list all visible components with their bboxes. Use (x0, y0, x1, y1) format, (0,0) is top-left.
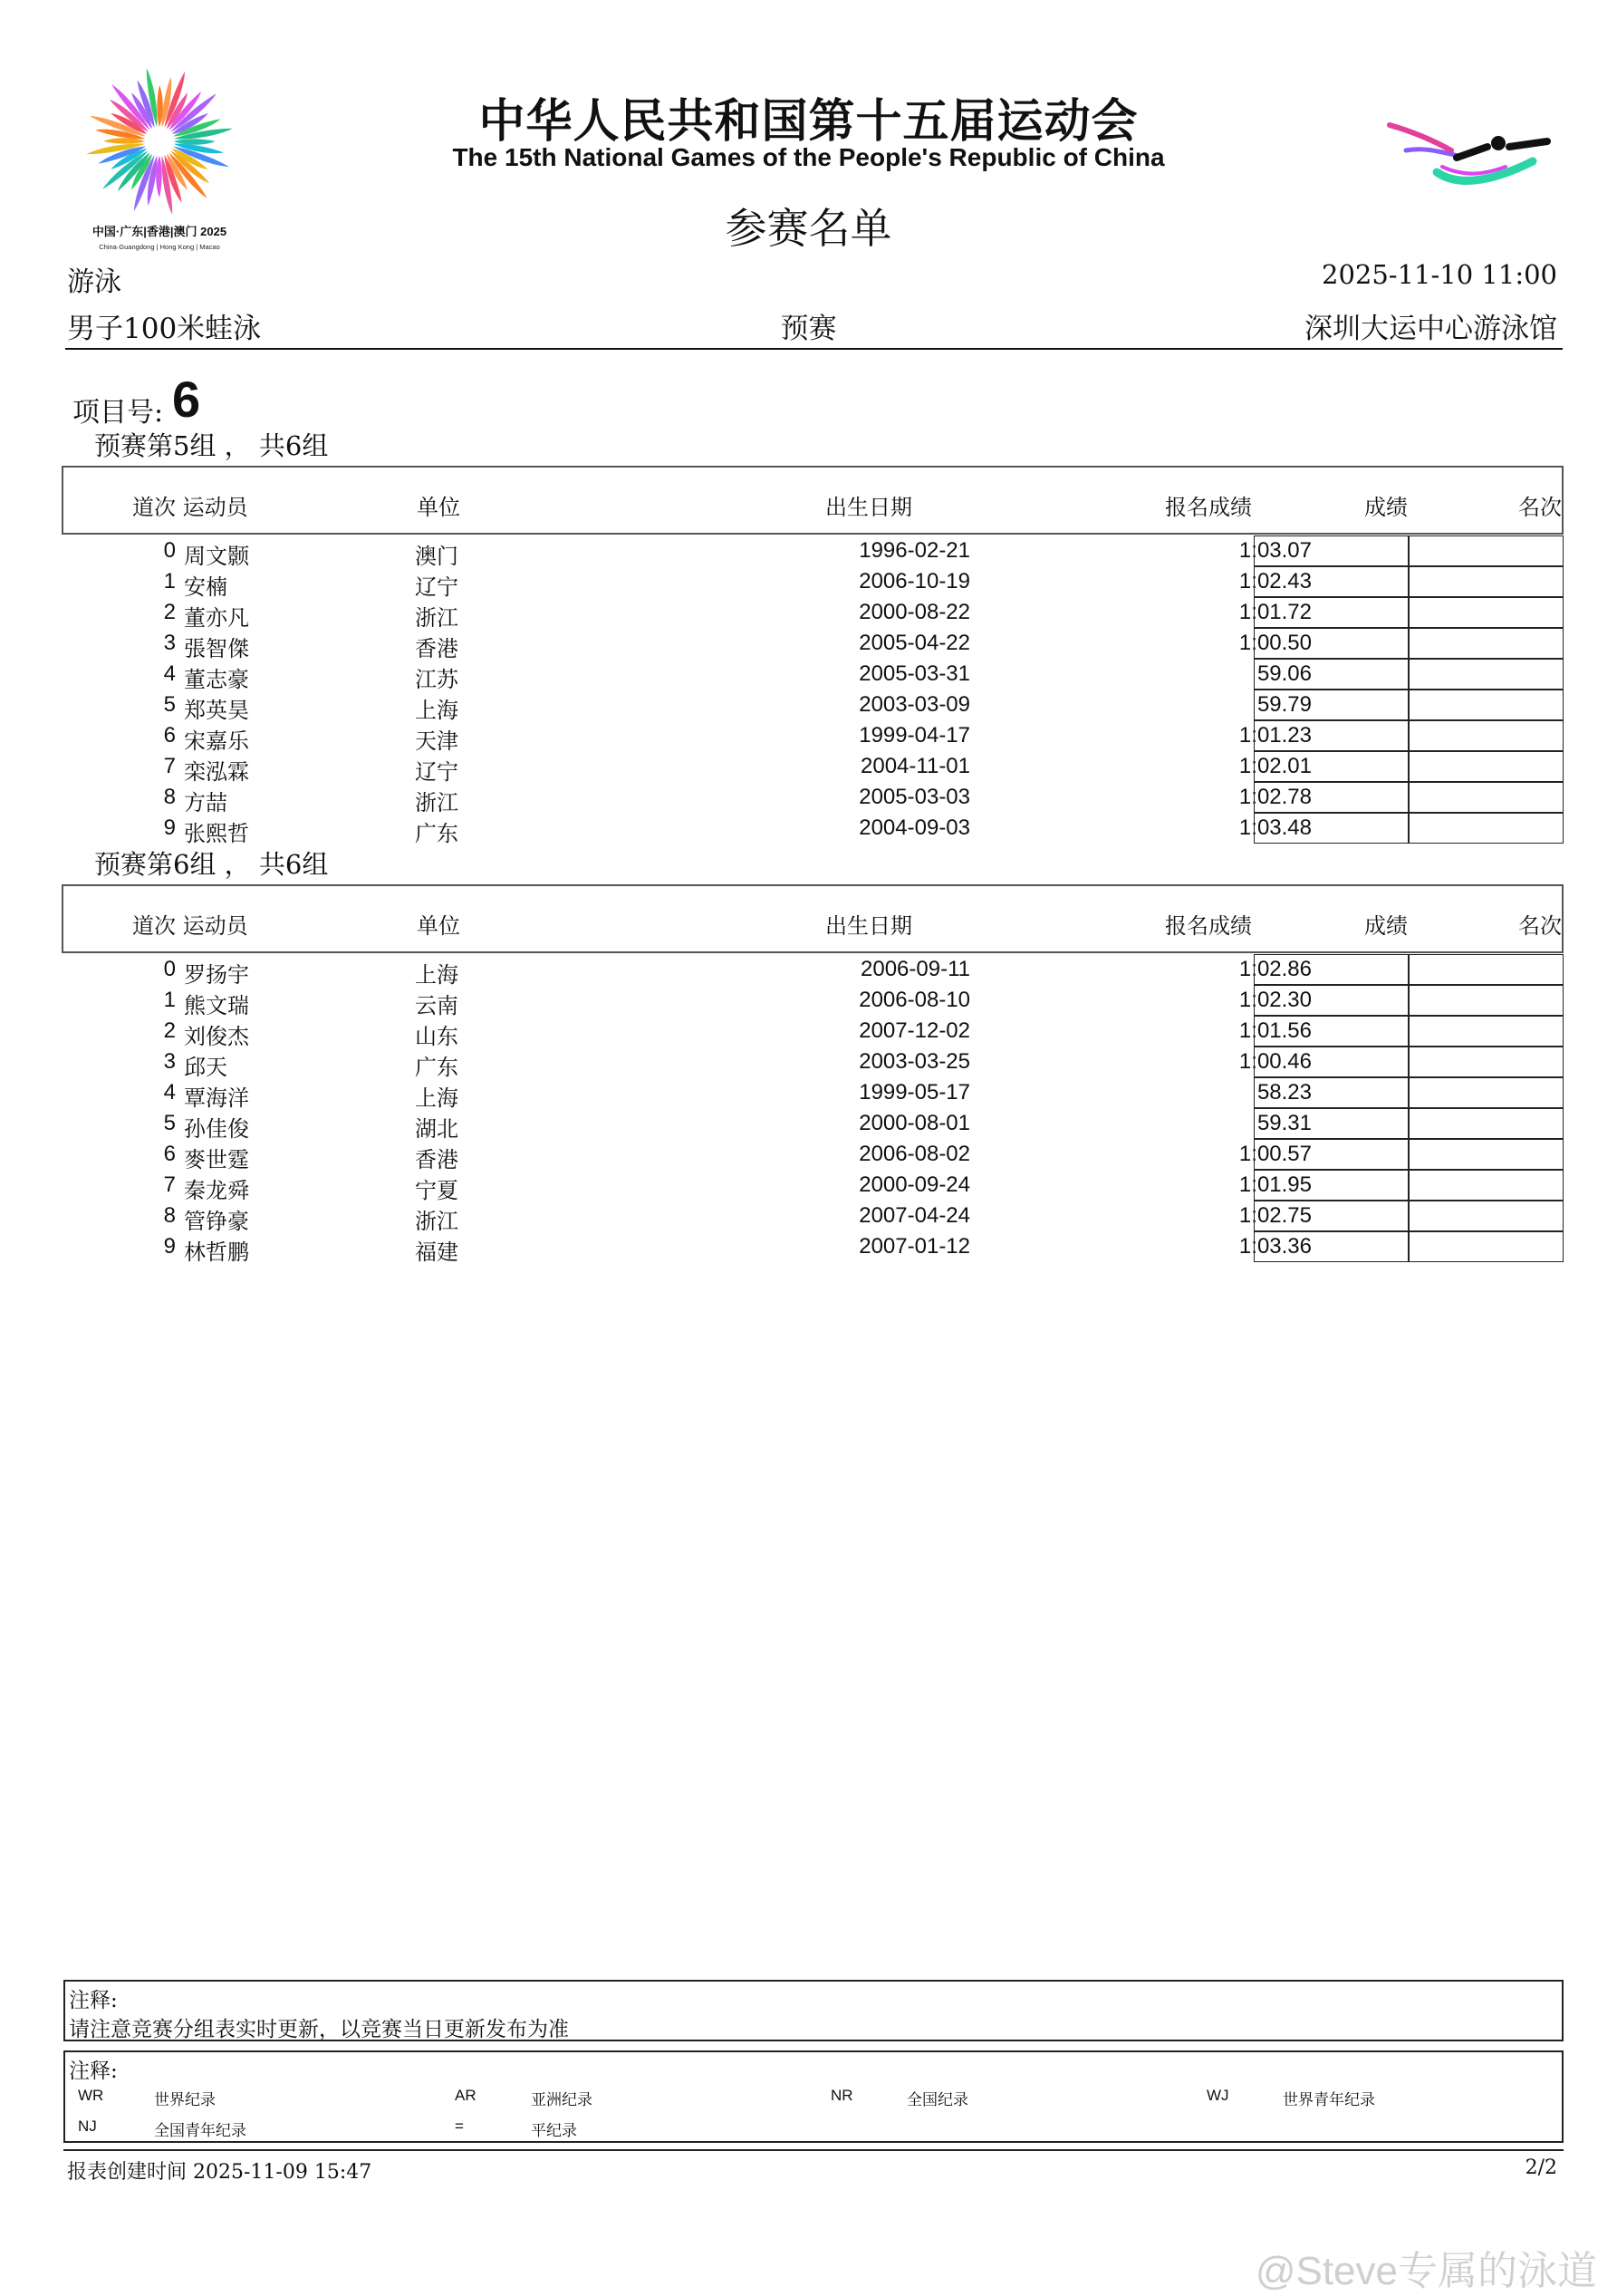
col-lane-athlete: 道次 运动员 (132, 495, 248, 520)
legend-desc: 世界纪录 (154, 2091, 216, 2109)
athlete-name: 孙佳俊 (184, 1116, 249, 1142)
legend-desc: 世界青年纪录 (1283, 2091, 1375, 2109)
team-name: 湖北 (415, 1116, 458, 1142)
team-name: 福建 (415, 1240, 458, 1265)
table-row (62, 659, 1564, 690)
table-row (62, 954, 1564, 988)
lane-number: 1 (163, 569, 176, 593)
result-cell (1254, 1016, 1409, 1047)
result-cell (1254, 1231, 1409, 1262)
logo-caption-en: China·Guangdong | Hong Kong | Macao (99, 243, 220, 251)
heat-title: 预赛第6组 ， 共6组 (94, 849, 329, 880)
round-name: 预赛 (780, 313, 837, 345)
result-cell (1254, 1139, 1409, 1170)
col-entry: 报名成绩 (1165, 495, 1252, 520)
birth-date: 2006-10-19 (859, 569, 970, 593)
event-datetime: 2025-11-10 11:00 (1322, 259, 1557, 290)
logo-caption: 中国·广东|香港|澳门 2025 (91, 225, 227, 238)
team-name: 香港 (415, 636, 458, 661)
team-name: 广东 (415, 1055, 458, 1080)
birth-date: 2007-01-12 (859, 1234, 970, 1259)
lane-number: 0 (163, 538, 176, 563)
athlete-name: 覃海洋 (184, 1085, 249, 1111)
table-row (62, 1016, 1564, 1047)
athlete-name: 郑英昊 (184, 698, 249, 723)
birth-date: 2000-08-22 (859, 600, 970, 624)
column-header (62, 884, 1564, 953)
table-row (62, 782, 1564, 813)
col-rank: 名次 (1518, 495, 1562, 520)
col-result: 成绩 (1364, 495, 1408, 520)
legend-code: AR (455, 2087, 476, 2104)
rank-cell (1409, 690, 1564, 720)
team-name: 天津 (415, 728, 458, 754)
team-name: 澳门 (415, 544, 458, 569)
result-cell (1254, 597, 1409, 628)
lane-number: 2 (163, 1018, 176, 1043)
result-cell (1254, 985, 1409, 1016)
legend-box (63, 2050, 1564, 2143)
team-name: 香港 (415, 1147, 458, 1172)
team-name: 云南 (415, 993, 458, 1018)
legend-code: NR (831, 2087, 853, 2104)
entry-time: 1:00.46 (1238, 1049, 1312, 1074)
rank-cell (1409, 1047, 1564, 1077)
table-row (62, 985, 1564, 1016)
lane-number: 4 (163, 661, 176, 686)
lane-number: 9 (163, 1234, 176, 1259)
rank-cell (1409, 985, 1564, 1016)
table-row (62, 1077, 1564, 1111)
table-row (62, 566, 1564, 600)
col-dob: 出生日期 (825, 913, 912, 939)
entry-time: 1:02.30 (1238, 988, 1312, 1012)
lane-number: 0 (163, 957, 176, 981)
table-row (62, 628, 1564, 659)
lane-number: 1 (163, 988, 176, 1012)
team-name: 辽宁 (415, 574, 458, 600)
birth-date: 2000-08-01 (859, 1111, 970, 1135)
rank-cell (1409, 566, 1564, 597)
result-cell (1254, 690, 1409, 720)
table-row (62, 720, 1564, 754)
entry-time: 1:01.23 (1238, 723, 1312, 748)
result-cell (1254, 1201, 1409, 1231)
rank-cell (1409, 1231, 1564, 1262)
entry-time: 1:01.56 (1238, 1018, 1312, 1043)
rank-cell (1409, 813, 1564, 844)
notice-text: 请注意竞赛分组表实时更新，以竞赛当日更新发布为准 (69, 2018, 569, 2041)
table-row (62, 1108, 1564, 1142)
birth-date: 2005-03-31 (859, 661, 970, 686)
notice-box (63, 1980, 1564, 2041)
birth-date: 1999-05-17 (859, 1080, 970, 1105)
team-name: 上海 (415, 1085, 458, 1111)
document-title: 参赛名单 (725, 204, 892, 253)
birth-date: 2003-03-09 (859, 692, 970, 717)
athlete-name: 董志豪 (184, 667, 249, 692)
entry-time: 1:03.07 (1238, 538, 1312, 563)
report-created-time: 报表创建时间 2025-11-09 15:47 (67, 2161, 372, 2184)
result-cell (1254, 813, 1409, 844)
result-cell (1254, 1047, 1409, 1077)
athlete-name: 秦龙舜 (184, 1178, 249, 1203)
rank-cell (1409, 954, 1564, 985)
col-team: 单位 (417, 495, 460, 520)
lane-number: 3 (163, 1049, 176, 1074)
athlete-name: 栾泓霖 (184, 759, 249, 785)
col-lane-athlete: 道次 运动员 (132, 913, 248, 939)
lane-number: 8 (163, 1203, 176, 1228)
legend-desc: 全国青年纪录 (154, 2122, 246, 2140)
athlete-name: 管铮豪 (184, 1209, 249, 1234)
team-name: 宁夏 (415, 1178, 458, 1203)
rank-cell (1409, 628, 1564, 659)
header-divider (65, 348, 1563, 350)
lane-number: 7 (163, 1172, 176, 1197)
rank-cell (1409, 1077, 1564, 1108)
athlete-name: 邱天 (184, 1055, 227, 1080)
col-dob: 出生日期 (825, 495, 912, 520)
result-cell (1254, 659, 1409, 690)
lane-number: 3 (163, 631, 176, 655)
result-cell (1254, 782, 1409, 813)
table-row (62, 1170, 1564, 1201)
team-name: 辽宁 (415, 759, 458, 785)
lane-number: 7 (163, 754, 176, 778)
legend-code: WJ (1207, 2087, 1229, 2104)
birth-date: 2005-03-03 (859, 785, 970, 809)
rank-cell (1409, 782, 1564, 813)
birth-date: 2004-11-01 (861, 754, 970, 778)
result-cell (1254, 566, 1409, 597)
entry-time: 59.31 (1256, 1111, 1312, 1135)
lane-number: 5 (163, 692, 176, 717)
legend-desc: 亚洲纪录 (531, 2091, 592, 2109)
athlete-name: 安楠 (184, 574, 227, 600)
team-name: 江苏 (415, 667, 458, 692)
table-row (62, 1047, 1564, 1080)
result-cell (1254, 1170, 1409, 1201)
heat-title: 预赛第5组 ， 共6组 (94, 430, 329, 461)
team-name: 上海 (415, 962, 458, 988)
birth-date: 2005-04-22 (859, 631, 970, 655)
entry-time: 1:00.50 (1238, 631, 1312, 655)
entry-time: 1:02.43 (1238, 569, 1312, 593)
result-cell (1254, 751, 1409, 782)
col-team: 单位 (417, 913, 460, 939)
entry-time: 1:00.57 (1238, 1142, 1312, 1166)
table-row (62, 1139, 1564, 1170)
athlete-name: 董亦凡 (184, 605, 249, 631)
legend-label: 注释: (69, 2060, 118, 2083)
birth-date: 2006-09-11 (861, 957, 970, 981)
col-rank: 名次 (1518, 913, 1562, 939)
entry-time: 1:03.36 (1238, 1234, 1312, 1259)
team-name: 浙江 (415, 790, 458, 815)
table-row (62, 1201, 1564, 1234)
team-name: 上海 (415, 698, 458, 723)
team-name: 浙江 (415, 605, 458, 631)
entry-time: 1:02.86 (1238, 957, 1312, 981)
entry-time: 1:03.48 (1238, 815, 1312, 840)
footer-divider (63, 2149, 1564, 2151)
birth-date: 2003-03-25 (859, 1049, 970, 1074)
team-name: 山东 (415, 1024, 458, 1049)
athlete-name: 張智傑 (184, 636, 249, 661)
athlete-name: 周文颢 (184, 544, 249, 569)
legend-code: WR (78, 2087, 104, 2104)
rank-cell (1409, 1016, 1564, 1047)
sport-label: 游泳 (67, 266, 121, 298)
entry-time: 59.06 (1256, 661, 1312, 686)
entry-time: 58.23 (1256, 1080, 1312, 1105)
entry-time: 1:01.72 (1238, 600, 1312, 624)
legend-code: NJ (78, 2118, 97, 2135)
result-cell (1254, 628, 1409, 659)
birth-date: 2004-09-03 (859, 815, 970, 840)
birth-date: 1999-04-17 (859, 723, 970, 748)
entry-time: 59.79 (1256, 692, 1312, 717)
birth-date: 2000-09-24 (859, 1172, 970, 1197)
birth-date: 2006-08-02 (859, 1142, 970, 1166)
result-cell (1254, 954, 1409, 985)
page-number: 2/2 (1525, 2156, 1557, 2179)
athlete-name: 宋嘉乐 (184, 728, 249, 754)
event-number: 6 (172, 371, 201, 428)
birth-date: 1996-02-21 (859, 538, 970, 563)
athlete-name: 方喆 (184, 790, 227, 815)
athlete-name: 麥世霆 (184, 1147, 249, 1172)
lane-number: 9 (163, 815, 176, 840)
athlete-name: 熊文瑞 (184, 993, 249, 1018)
col-entry: 报名成绩 (1165, 913, 1252, 939)
table-row (62, 535, 1564, 569)
birth-date: 2007-04-24 (859, 1203, 970, 1228)
rank-cell (1409, 1201, 1564, 1231)
result-cell (1254, 1108, 1409, 1139)
lane-number: 8 (163, 785, 176, 809)
lane-number: 5 (163, 1111, 176, 1135)
rank-cell (1409, 720, 1564, 751)
table-row (62, 751, 1564, 785)
athlete-name: 张熙哲 (184, 821, 249, 846)
legend-code: = (455, 2118, 464, 2135)
rank-cell (1409, 535, 1564, 566)
lane-number: 4 (163, 1080, 176, 1105)
result-cell (1254, 720, 1409, 751)
watermark: @Steve专属的泳道 (1255, 2249, 1597, 2293)
rank-cell (1409, 751, 1564, 782)
lane-number: 6 (163, 723, 176, 748)
col-result: 成绩 (1364, 913, 1408, 939)
rank-cell (1409, 597, 1564, 628)
legend-desc: 全国纪录 (907, 2091, 968, 2109)
rank-cell (1409, 1170, 1564, 1201)
column-header (62, 466, 1564, 535)
entry-time: 1:02.75 (1238, 1203, 1312, 1228)
table-row (62, 813, 1564, 844)
legend-desc: 平纪录 (531, 2122, 577, 2140)
table-row (62, 1231, 1564, 1265)
team-name: 浙江 (415, 1209, 458, 1234)
venue-name: 深圳大运中心游泳馆 (1304, 313, 1557, 345)
games-title-en: The 15th National Games of the People's Republic of China (452, 143, 1165, 171)
result-cell (1254, 535, 1409, 566)
event-number-label: 项目号: (72, 397, 164, 429)
event-name: 男子100米蛙泳 (67, 313, 262, 345)
team-name: 广东 (415, 821, 458, 846)
entry-time: 1:01.95 (1238, 1172, 1312, 1197)
rank-cell (1409, 1108, 1564, 1139)
entry-time: 1:02.78 (1238, 785, 1312, 809)
result-cell (1254, 1077, 1409, 1108)
athlete-name: 林哲鹏 (184, 1240, 249, 1265)
birth-date: 2006-08-10 (859, 988, 970, 1012)
athlete-name: 刘俊杰 (184, 1024, 249, 1049)
lane-number: 2 (163, 600, 176, 624)
games-title-cn: 中华人民共和国第十五届运动会 (478, 95, 1139, 147)
table-row (62, 597, 1564, 631)
birth-date: 2007-12-02 (859, 1018, 970, 1043)
lane-number: 6 (163, 1142, 176, 1166)
table-row (62, 690, 1564, 723)
notice-label: 注释: (69, 1989, 118, 2012)
rank-cell (1409, 659, 1564, 690)
entry-time: 1:02.01 (1238, 754, 1312, 778)
athlete-name: 罗扬宇 (184, 962, 249, 988)
rank-cell (1409, 1139, 1564, 1170)
